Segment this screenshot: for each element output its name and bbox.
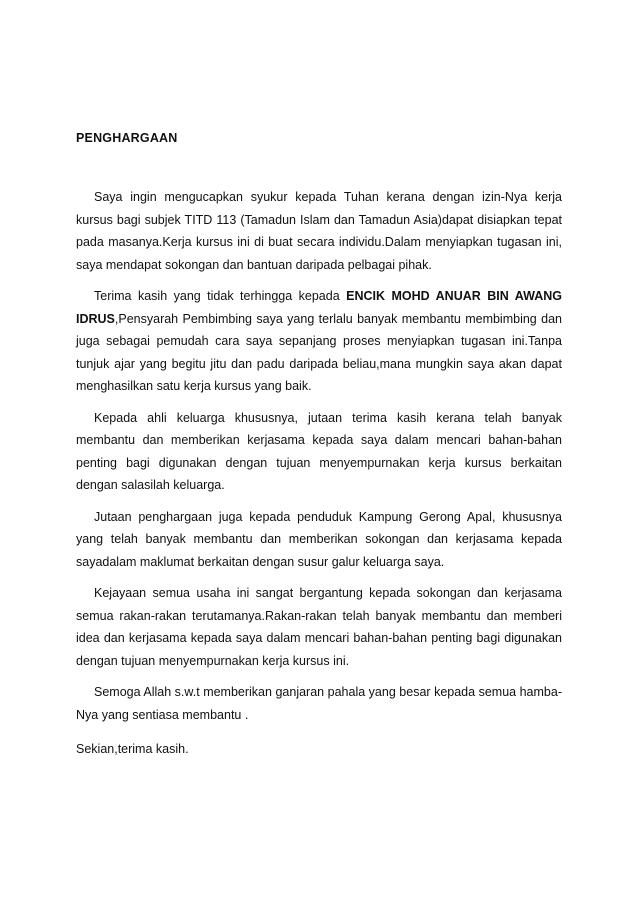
- paragraph-lecturer-rest: ,Pensyarah Pembimbing saya yang terlalu banyak membantu membimbing dan juga sebagai pemudah cara saya sepanjang proses menyiapkan tugasan ini.Tanpa tunjuk ajar yang begitu jitu dan padu daripada beliau,mana mungkin saya akan dapat menghasilkan satu kerja kursus yang baik.: [76, 311, 562, 393]
- paragraph-prayer: Semoga Allah s.w.t memberikan ganjaran pahala yang besar kepada semua hamba-Nya yang sentiasa membantu .: [76, 685, 562, 722]
- lecturer-name: ENCIK MOHD ANUAR BIN AWANG IDRUS: [76, 289, 562, 326]
- paragraph-friends: Kejayaan semua usaha ini sangat bergantung kepada sokongan dan kerjasama semua rakan-rakan terutamanya.Rakan-rakan telah banyak membantu dan memberi idea dan kerjasama kepada saya dalam mencari bahan-bahan penting bagi digunakan dengan tujuan menyempurnakan kerja kursus ini.: [76, 586, 562, 668]
- page-title: PENGHARGAAN: [76, 131, 178, 145]
- paragraph-community: Jutaan penghargaan juga kepada penduduk Kampung Gerong Apal, khususnya yang telah banyak membantu dan memberikan sokongan dan kerjasama kepada sayadalam maklumat berkaitan dengan susur galur keluarga saya.: [76, 509, 562, 569]
- closing-line: Sekian,terima kasih.: [76, 742, 189, 756]
- paragraph-gratitude: Saya ingin mengucapkan syukur kepada Tuhan kerana dengan izin-Nya kerja kursus bagi subjek TITD 113 (Tamadun Islam dan Tamadun Asia)dapat disiapkan tepat pada masanya.Kerja kursus ini di buat secara individu.Dalam menyiapkan tugasan ini, saya mendapat sokongan dan bantuan daripada pelbagai pihak.: [76, 190, 562, 272]
- paragraph-family: Kepada ahli keluarga khususnya, jutaan terima kasih kerana telah banyak membantu dan memberikan kerjasama kepada saya dalam mencari bahan-bahan penting bagi digunakan dengan tujuan menyempurnakan kerja kursus berkaitan dengan salasilah keluarga.: [76, 410, 562, 492]
- paragraph-lecturer: [76, 285, 562, 398]
- document-body: [76, 186, 562, 735]
- paragraph-lecturer-intro: Terima kasih yang tidak terhingga kepada: [94, 289, 347, 303]
